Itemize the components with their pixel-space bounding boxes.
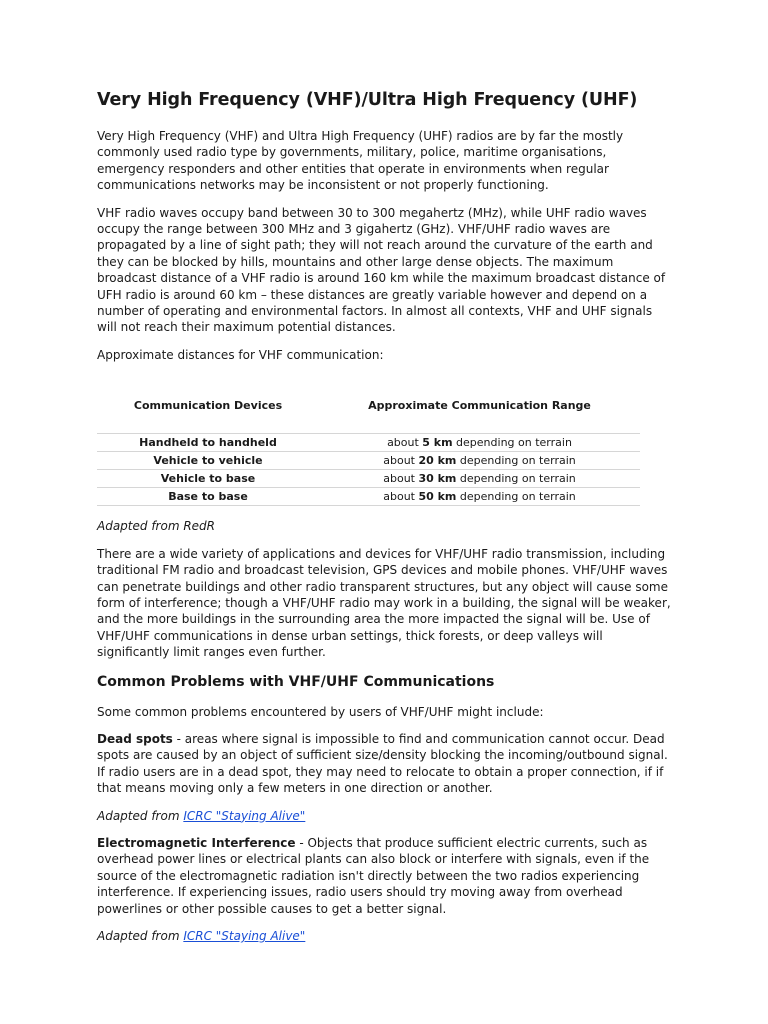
range-pre: about bbox=[383, 454, 419, 468]
table-row bbox=[97, 488, 640, 506]
range-cell bbox=[319, 470, 640, 488]
header-devices: Communication Devices bbox=[97, 395, 319, 434]
device-cell: Base to base bbox=[97, 488, 319, 506]
range-post: depending on terrain bbox=[456, 454, 576, 468]
range-cell bbox=[319, 452, 640, 470]
emi-term: Electromagnetic Interference bbox=[97, 835, 296, 850]
range-post: depending on terrain bbox=[452, 436, 572, 450]
range-cell bbox=[319, 434, 640, 452]
range-value: 30 km bbox=[418, 472, 457, 486]
range-pre: about bbox=[383, 472, 419, 486]
dead-spots-paragraph bbox=[97, 731, 672, 797]
device-cell: Vehicle to base bbox=[97, 470, 319, 488]
header-range: Approximate Communication Range bbox=[319, 395, 640, 434]
range-value: 20 km bbox=[418, 454, 457, 468]
range-post: depending on terrain bbox=[456, 490, 576, 504]
problems-intro: Some common problems encountered by users of VHF/UHF might include: bbox=[97, 704, 544, 719]
credit-icrc-2 bbox=[97, 928, 672, 944]
uses-paragraph: There are a wide variety of applications and devices for VHF/UHF radio transmission, including traditional FM radio and broadcast television, GPS devices and mobile phones. VHF/UHF waves can penetrate buildings and other radio transparent structures, but any object will cause some form of interference; though a VHF/UHF radio may work in a building, the signal will be weaker, and the more buildings in the surrounding area the more impacted the signal will be. Use of VHF/UHF communications in dense urban settings, thick forests, or deep valleys will significantly limit ranges even further. bbox=[97, 546, 671, 660]
range-value: 50 km bbox=[418, 490, 457, 504]
intro-paragraph: Very High Frequency (VHF) and Ultra High Frequency (UHF) radios are by far the mostly commonly used radio type by governments, military, police, maritime organisations, emergency responders and other entities that operate in environments when regular communications networks may be inconsistent or not properly functioning. bbox=[97, 129, 624, 193]
range-pre: about bbox=[383, 490, 419, 504]
credit-prefix: Adapted from bbox=[97, 929, 184, 943]
device-cell: Handheld to handheld bbox=[97, 434, 319, 452]
table-row bbox=[97, 452, 640, 470]
icrc-link[interactable]: ICRC "Staying Alive" bbox=[183, 929, 306, 943]
emi-paragraph bbox=[97, 835, 672, 917]
range-pre: about bbox=[387, 436, 423, 450]
range-cell bbox=[319, 488, 640, 506]
device-cell: Vehicle to vehicle bbox=[97, 452, 319, 470]
range-table bbox=[97, 395, 640, 506]
emi-text: - Objects that produce sufficient electric currents, such as overhead power lines or electrical plants can also block or interfere with signals, even if the source of the electromagnetic radiation isn't directly between the two radios experiencing interference. If experiencing issues, radio users should try moving away from overhead powerlines or other possible causes to get a better signal. bbox=[97, 835, 650, 916]
credit-redr: Adapted from RedR bbox=[97, 519, 215, 534]
range-post: depending on terrain bbox=[456, 472, 576, 486]
table-header-row bbox=[97, 395, 640, 434]
page-title: Very High Frequency (VHF)/Ultra High Frequency (UHF) bbox=[97, 90, 638, 110]
table-row bbox=[97, 470, 640, 488]
dead-spots-term: Dead spots bbox=[97, 731, 173, 746]
range-value: 5 km bbox=[422, 436, 453, 450]
table-row bbox=[97, 434, 640, 452]
waves-paragraph: VHF radio waves occupy band between 30 to 300 megahertz (MHz), while UHF radio waves occupy the range between 300 MHz and 3 gigahertz (GHz). VHF/UHF radio waves are propagated by a line of sight path; they will not reach around the curvature of the earth and they can be blocked by hills, mountains and other large dense objects. The maximum broadcast distance of a VHF radio is around 160 km while the maximum broadcast distance of UFH radio is around 60 km – these distances are greatly variable however and depend on a number of operating and environmental factors. In almost all contexts, VHF and UHF signals will not reach their maximum potential distances. bbox=[97, 205, 666, 335]
credit-prefix: Adapted from bbox=[97, 808, 184, 823]
credit-icrc-1 bbox=[97, 808, 672, 824]
dead-spots-text: - areas where signal is impossible to find and communication cannot occur. Dead spots are caused by an object of sufficient size/density blocking the incoming/outbound signal. If radio users are in a dead spot, they may need to relocate to obtain a proper connection, if if that means moving only a few meters in one direction or another. bbox=[97, 731, 668, 796]
icrc-link[interactable]: ICRC "Staying Alive" bbox=[183, 808, 306, 823]
table-intro: Approximate distances for VHF communication: bbox=[97, 347, 384, 362]
problems-heading: Common Problems with VHF/UHF Communications bbox=[97, 673, 495, 690]
